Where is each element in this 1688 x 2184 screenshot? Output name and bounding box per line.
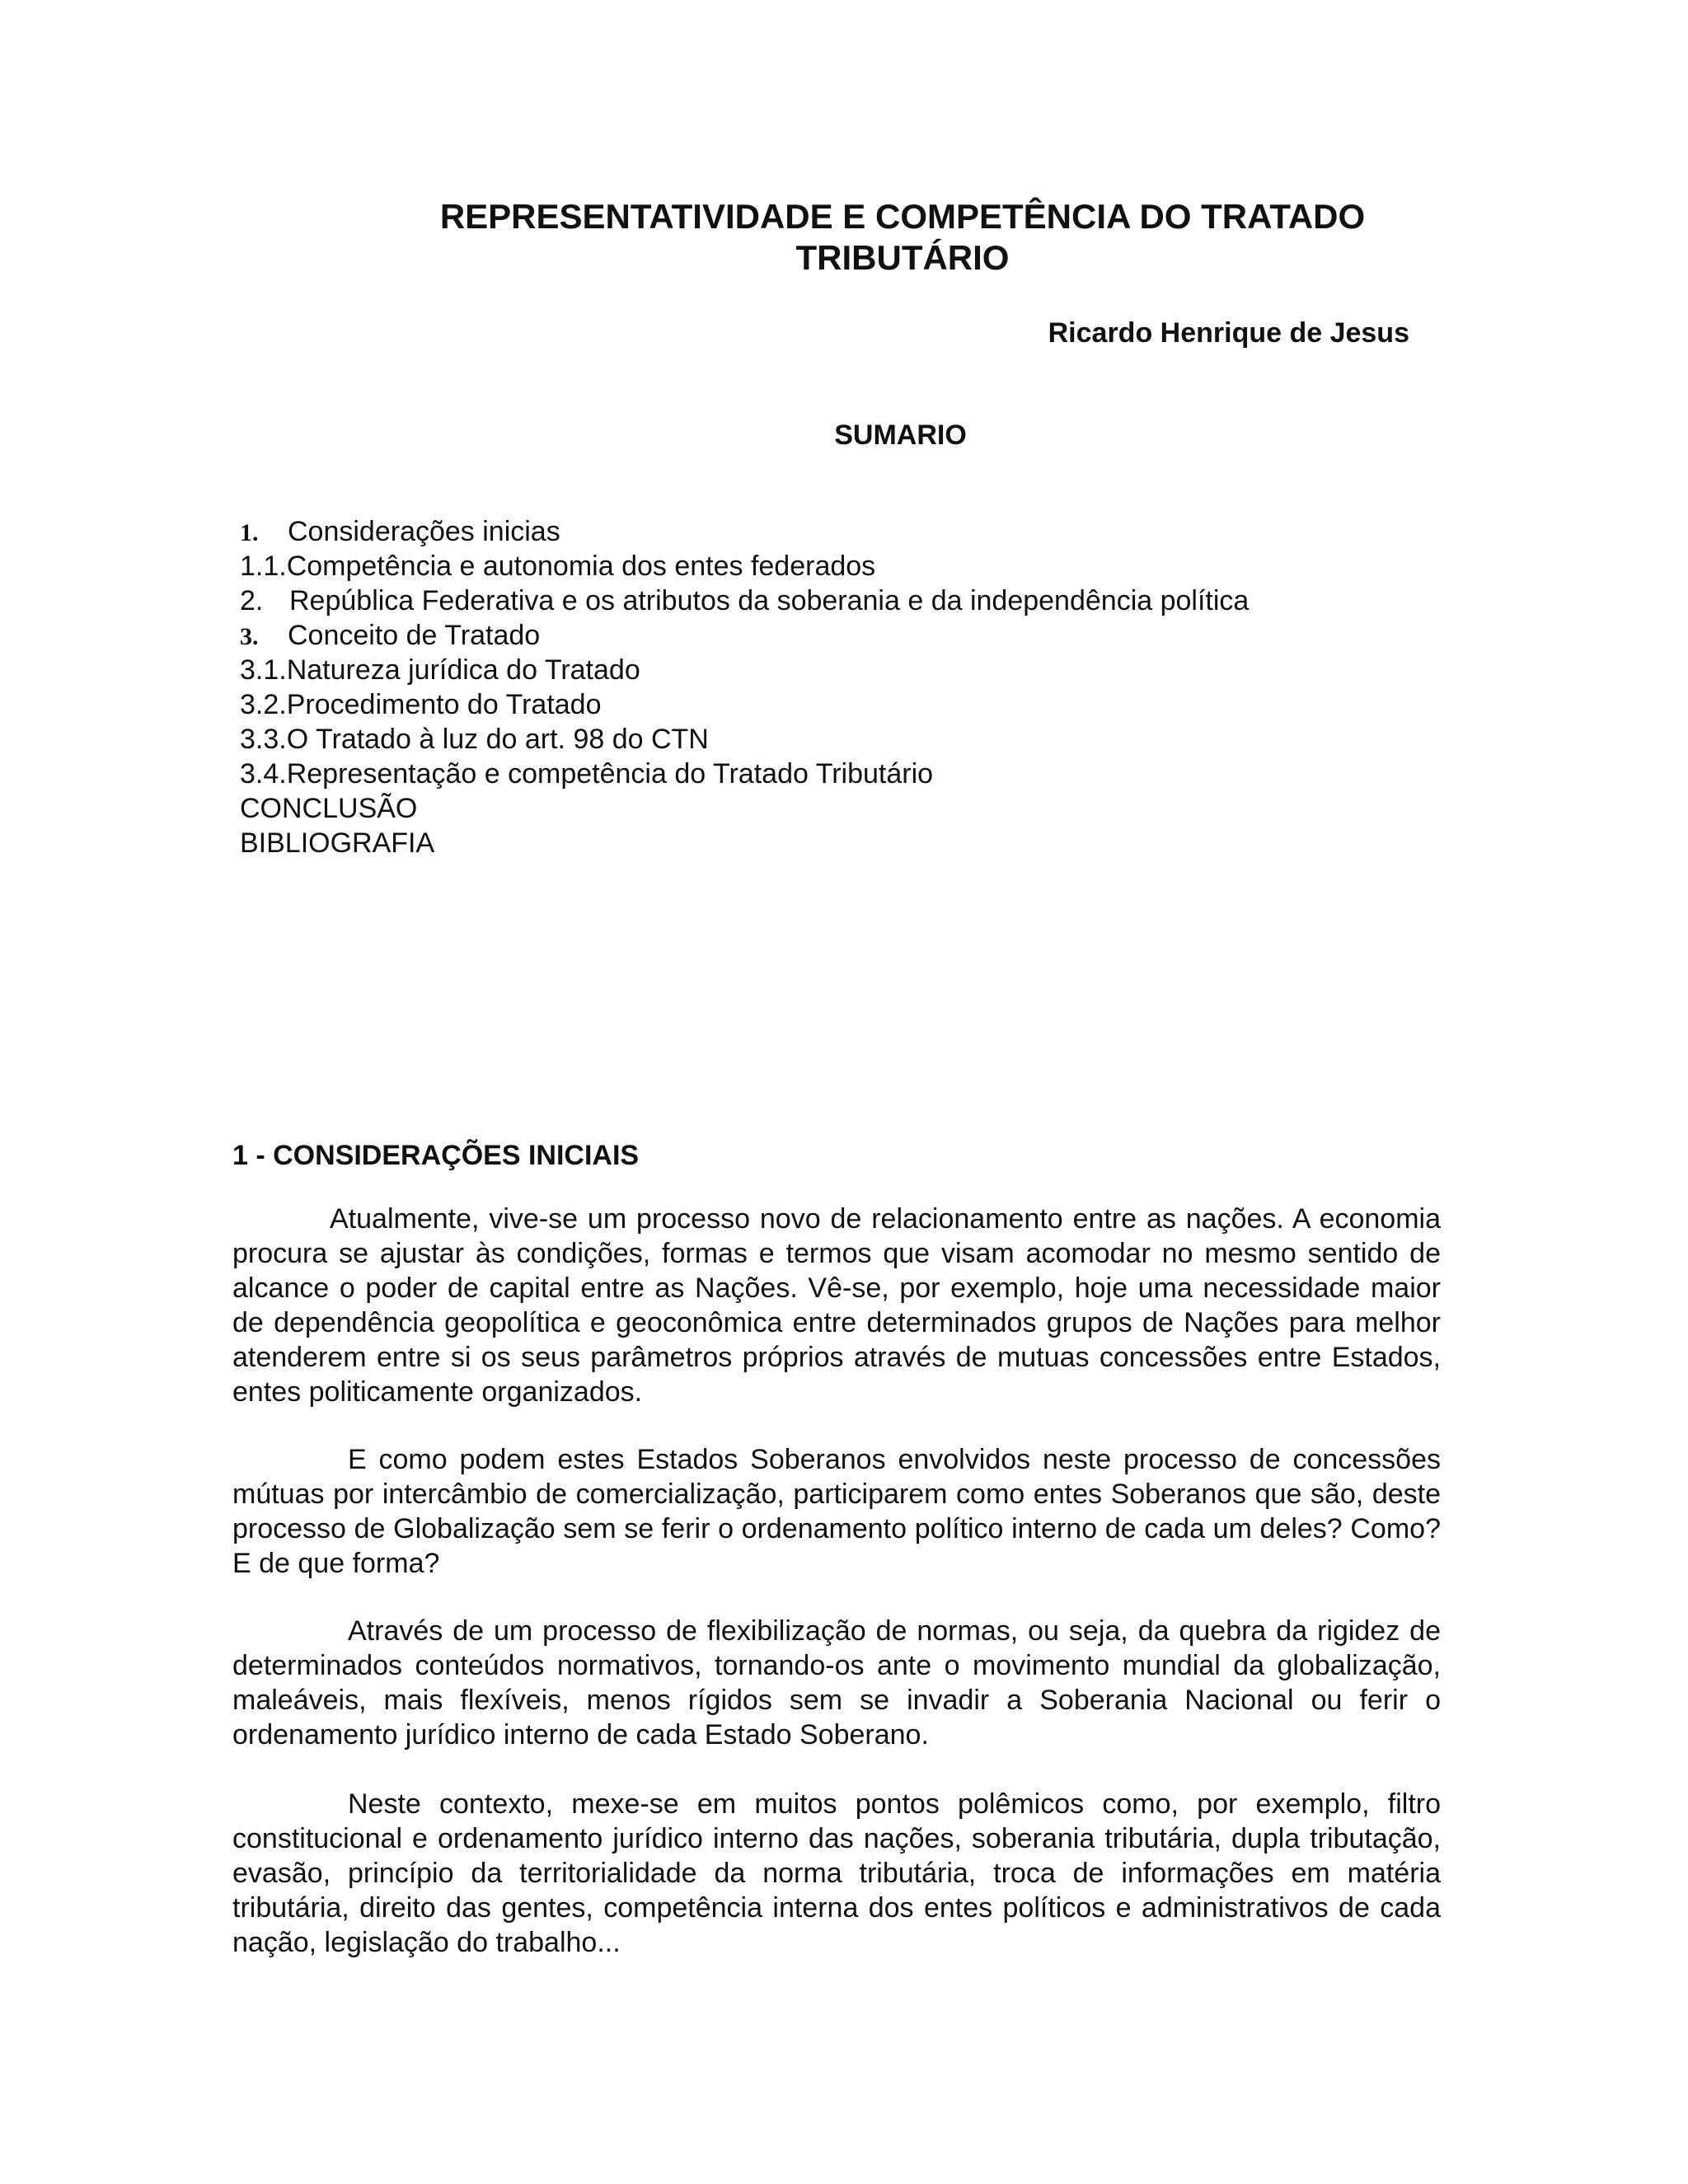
body-paragraph: Através de um processo de flexibilização de normas, ou seja, da quebra da rigidez de determinados conteúdos normativos, tornando-os ante o movimento mundial da globalização, maleáveis, mais flexíveis, menos rígidos sem se invadir a Soberania Nacional ou ferir o ordenamento jurídico interno de cada Estado Soberano.	[232, 1615, 1441, 1750]
summary-item	[240, 826, 1249, 860]
summary-heading: SUMARIO	[834, 419, 967, 451]
summary-item-text: CONCLUSÃO	[240, 793, 418, 824]
summary-item-number: 2.	[240, 585, 264, 616]
summary-item-text: BIBLIOGRAFIA	[240, 827, 435, 859]
section-heading: 1 - CONSIDERAÇÕES INICIAIS	[232, 1140, 640, 1171]
summary-item-text: 3.1.Natureza jurídica do Tratado	[240, 654, 640, 686]
summary-item-text: 1.1.Competência e autonomia dos entes federados	[240, 551, 876, 582]
summary-item	[240, 583, 1249, 618]
summary-list	[240, 514, 1249, 860]
summary-item-text: 3.2.Procedimento do Tratado	[240, 689, 602, 720]
summary-item	[240, 653, 1249, 687]
summary-item	[240, 791, 1249, 826]
summary-item	[240, 722, 1249, 757]
summary-item-text: Conceito de Tratado	[288, 620, 541, 651]
summary-item	[240, 514, 1249, 549]
summary-item-number: 3.	[240, 623, 259, 650]
summary-item	[240, 687, 1249, 722]
summary-item-number: 1.	[240, 519, 259, 546]
summary-item-text: República Federativa e os atributos da soberania e da independência política	[289, 585, 1250, 616]
summary-item-text: Considerações inicias	[288, 516, 560, 547]
summary-item-text: 3.4.Representação e competência do Tratado Tributário	[240, 758, 934, 790]
summary-item	[240, 549, 1249, 583]
body-paragraph: Neste contexto, mexe-se em muitos pontos polêmicos como, por exemplo, filtro constitucional e ordenamento jurídico interno das nações, soberania tributária, dupla tributação, evasão, princípio da territorialidade da norma tributária, troca de informações em matéria tributária, direito das gentes, competência interna dos entes políticos e administrativos de cada nação, legislação do trabalho...	[232, 1788, 1441, 1958]
document-title-line-1: REPRESENTATIVIDADE E COMPETÊNCIA DO TRATADO	[439, 197, 1366, 236]
body-paragraph: E como podem estes Estados Soberanos envolvidos neste processo de concessões mútuas por intercâmbio de comercialização, participarem como entes Soberanos que são, deste processo de Globalização sem se ferir o ordenamento político interno de cada um deles? Como? E de que forma?	[232, 1444, 1441, 1579]
author-name: Ricardo Henrique de Jesus	[1048, 317, 1409, 349]
summary-item	[240, 618, 1249, 653]
summary-item-text: 3.3.O Tratado à luz do art. 98 do CTN	[240, 724, 709, 755]
summary-item	[240, 757, 1249, 791]
body-paragraph: Atualmente, vive-se um processo novo de relacionamento entre as nações. A economia procura se ajustar às condições, formas e termos que visam acomodar no mesmo sentido de alcance o poder de capital entre as Nações. Vê-se, por exemplo, hoje uma necessidade maior de dependência geopolítica e geoconômica entre determinados grupos de Nações para melhor atenderem entre si os seus parâmetros próprios através de mutuas concessões entre Estados, entes politicamente organizados.	[232, 1203, 1441, 1408]
document-title-line-2: TRIBUTÁRIO	[795, 238, 1010, 277]
